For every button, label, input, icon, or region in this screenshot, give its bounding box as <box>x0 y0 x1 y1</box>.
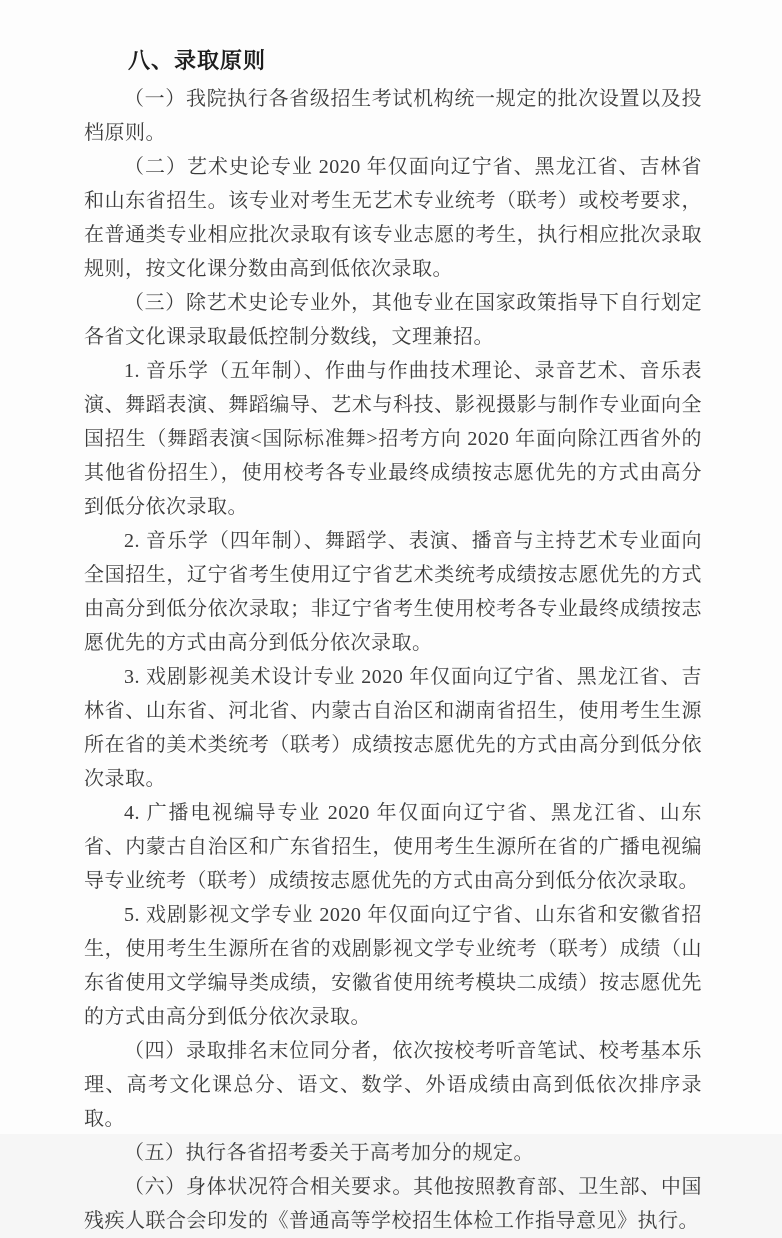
paragraph-physical-condition-rule: （六）身体状况符合相关要求。其他按照教育部、卫生部、中国残疾人联合会印发的《普通高等学校招生体检工作指导意见》执行。 <box>84 1176 702 1232</box>
paragraph-score-line-policy: （三）除艺术史论专业外，其他专业在国家政策指导下自行划定各省文化课录取最低控制分数线，文理兼招。 <box>84 292 702 348</box>
paragraph-item-3-stage-art-design: 3. 戏剧影视美术设计专业 2020 年仅面向辽宁省、黑龙江省、吉林省、山东省、河北省、内蒙古自治区和湖南省招生，使用考生生源所在省的美术类统考（联考）成绩按志愿优先的方式由高分到低分依次录取。 <box>84 666 702 790</box>
paragraph-art-history-major: （二）艺术史论专业 2020 年仅面向辽宁省、黑龙江省、吉林省和山东省招生。该专业对考生无艺术专业统考（联考）或校考要求，在普通类专业相应批次录取有该专业志愿的考生，执行相应批次录取规则，按文化课分数由高到低依次录取。 <box>84 156 702 280</box>
paragraph-item-2-music-four-year: 2. 音乐学（四年制）、舞蹈学、表演、播音与主持艺术专业面向全国招生，辽宁省考生使用辽宁省艺术类统考成绩按志愿优先的方式由高分到低分依次录取；非辽宁省考生使用校考各专业最终成绩按志愿优先的方式由高分到低分依次录取。 <box>84 530 702 654</box>
paragraph-item-4-broadcast-directing: 4. 广播电视编导专业 2020 年仅面向辽宁省、黑龙江省、山东省、内蒙古自治区和广东省招生，使用考生生源所在省的广播电视编导专业统考（联考）成绩按志愿优先的方式由高分到低分依次录取。 <box>84 802 702 892</box>
paragraph-item-5-drama-film-literature: 5. 戏剧影视文学专业 2020 年仅面向辽宁省、山东省和安徽省招生，使用考生生源所在省的戏剧影视文学专业统考（联考）成绩（山东省使用文学编导类成绩，安徽省使用统考模块二成绩）按志愿优先的方式由高分到低分依次录取。 <box>84 904 702 1028</box>
paragraph-item-1-music-five-year: 1. 音乐学（五年制）、作曲与作曲技术理论、录音艺术、音乐表演、舞蹈表演、舞蹈编导、艺术与科技、影视摄影与制作专业面向全国招生（舞蹈表演<国际标准舞>招考方向 2020 年面向除江西省外的其他省份招生），使用校考各专业最终成绩按志愿优先的方式由高分到低分依次录取。 <box>84 360 702 518</box>
paragraph-bonus-points-rule: （五）执行各省招考委关于高考加分的规定。 <box>124 1142 534 1164</box>
paragraph-tie-breaking-rule: （四）录取排名末位同分者，依次按校考听音笔试、校考基本乐理、高考文化课总分、语文、数学、外语成绩由高到低依次排序录取。 <box>84 1040 702 1130</box>
paragraph-admission-batch: （一）我院执行各省级招生考试机构统一规定的批次设置以及投档原则。 <box>84 88 702 144</box>
section-heading: 八、录取原则 <box>128 48 267 73</box>
